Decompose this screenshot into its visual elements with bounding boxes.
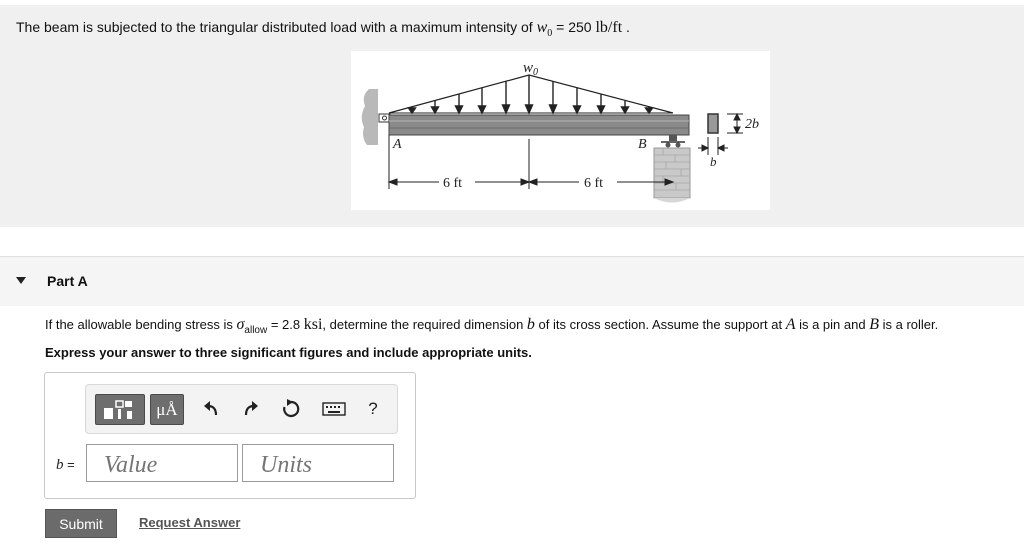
reset-icon[interactable]: [278, 394, 304, 423]
section-width-label: b: [710, 154, 717, 169]
load-arrows: [409, 75, 653, 113]
label-b: B: [638, 137, 647, 152]
units-input[interactable]: [242, 444, 394, 482]
wall-support: [362, 89, 378, 145]
units-button[interactable]: μÅ: [150, 394, 184, 425]
beam-figure: [351, 51, 770, 210]
collapse-caret-icon[interactable]: [16, 277, 26, 284]
problem-panel: [0, 5, 1024, 227]
request-answer-link[interactable]: Request Answer: [139, 515, 241, 530]
value-input[interactable]: [86, 444, 238, 482]
templates-icon: [102, 399, 138, 421]
part-title[interactable]: Part A: [47, 273, 88, 289]
redo-icon[interactable]: [238, 394, 264, 423]
label-a: A: [393, 137, 402, 152]
part-a-header[interactable]: [0, 257, 1024, 306]
undo-icon[interactable]: [198, 394, 224, 423]
section-height-label: 2b: [745, 117, 759, 132]
dim-right-label: 6 ft: [584, 176, 604, 191]
statement-text: The beam is subjected to the triangular distributed load with a maximum intensity of: [16, 19, 533, 35]
answer-box: [44, 372, 416, 499]
variable-label: b =: [56, 457, 75, 473]
instruction-text: Express your answer to three significant figures and include appropriate units.: [45, 345, 532, 360]
w0-units: lb/ft: [595, 19, 623, 36]
problem-statement: The beam is subjected to the triangular distributed load with a maximum intensity of $w_0 = 250$ lb/ft .: [16, 19, 630, 40]
w0-symbol: $w_0$: [536, 19, 553, 40]
beam: [389, 115, 689, 135]
dim-left-label: 6 ft: [443, 176, 463, 191]
sigma-symbol: $\sigma_{allow}$: [236, 316, 268, 337]
cross-section-icon: [708, 114, 718, 133]
math-toolbar: [85, 384, 398, 434]
keyboard-icon[interactable]: [320, 394, 348, 423]
pin-a-icon: [379, 114, 390, 122]
roller-b-icon: [654, 135, 690, 203]
load-label: $w_0$: [523, 60, 539, 78]
w0-value: = 250: [556, 19, 592, 35]
help-button[interactable]: ?: [368, 398, 378, 418]
submit-button[interactable]: Submit: [45, 509, 117, 538]
question-text: If the allowable bending stress is $\sigma_{allow} = 2.8$ ksi, determine the required dimension b of its cross section. Assume the support at A is a pin and B is a roller.: [45, 316, 939, 337]
templates-button[interactable]: [95, 394, 145, 425]
